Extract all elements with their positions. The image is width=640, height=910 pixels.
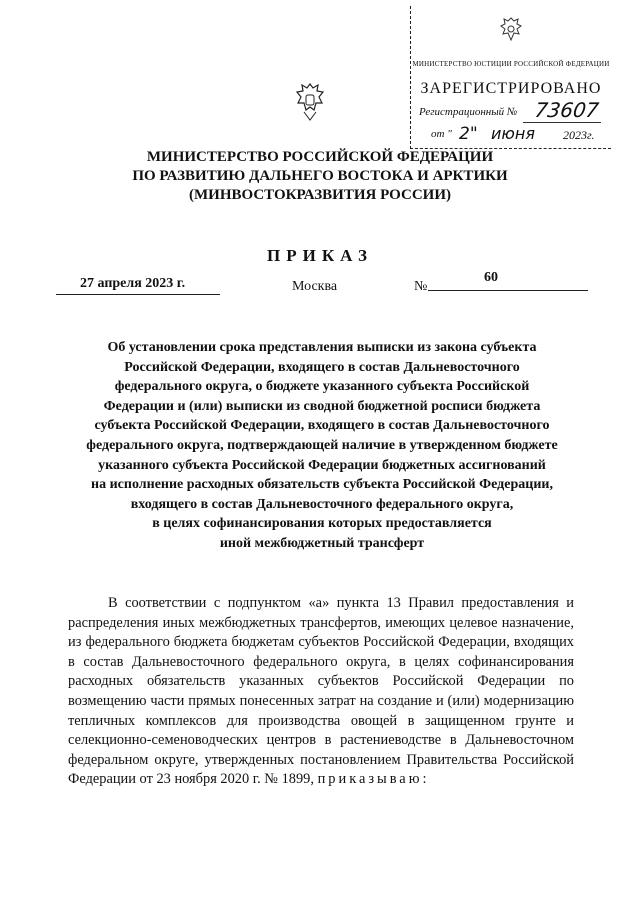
subject-line: указанного субъекта Российской Федерации бюджетных ассигнований: [98, 457, 546, 473]
body-paragraph: [68, 594, 574, 790]
subject-line: субъекта Российской Федерации, входящего в состав Дальневосточного: [94, 418, 550, 434]
stamp-reg-underline: [523, 122, 601, 123]
stamp-reg-number: 73607: [533, 98, 601, 122]
stamp-reg-label: Регистрационный №: [419, 106, 518, 118]
subject-line: на исполнение расходных обязательств субъекта Российской Федерации,: [91, 477, 553, 493]
coat-of-arms-icon: [496, 14, 526, 44]
order-date: 27 апреля 2023 г.: [80, 276, 186, 291]
order-number: 60: [484, 270, 498, 285]
subject-line: Федерации и (или) выписки из сводной бюджетной росписи бюджета: [103, 398, 541, 414]
number-underline: [428, 290, 588, 291]
order-subject: [72, 338, 572, 554]
stamp-ministry-name: МИНИСТЕРСТВО ЮСТИЦИИ РОССИЙСКОЙ ФЕДЕРАЦИИ: [412, 60, 610, 68]
coat-of-arms-icon: [292, 82, 328, 122]
body-text: В соответствии с подпунктом «а» пункта 13 Правил предоставления и распределения иных межбюджетных трансфертов, имеющих целевое назначение, из федерального бюджета бюджетам субъектов Российской Федерации, входящих в состав Дальневосточного федерального округа, в целях софинансирования расходных обязательств указанных субъектов Российской Федерации по возмещению части прямых понесенных затрат на создание и (или) модернизацию тепличных комплексов для производства овощей в защищенном грунте и селекционно-семеноводческих центров в растениеводстве в Дальневосточном федеральном округе, утвержденных постановлением Правительства Российской Федерации от 23 ноября 2020 г. № 1899,: [68, 595, 574, 788]
stamp-registered-label: ЗАРЕГИСТРИРОВАНО: [420, 80, 602, 97]
subject-line: в целях софинансирования которых предоставляется: [152, 516, 492, 532]
order-number-sign: №: [414, 279, 428, 294]
subject-line: федерального округа, о бюджете указанного субъекта Российской: [114, 379, 530, 395]
ministry-line-1: МИНИСТЕРСТВО РОССИЙСКОЙ ФЕДЕРАЦИИ: [146, 149, 494, 165]
body-command: приказываю:: [317, 771, 430, 788]
subject-line: федерального округа, подтверждающей наличие в утвержденном бюджете: [86, 437, 558, 453]
subject-line: иной межбюджетный трансферт: [219, 535, 425, 551]
registration-stamp: [410, 6, 611, 149]
ministry-line-3: (МИНВОСТОКРАЗВИТИЯ РОССИИ): [189, 187, 451, 203]
date-underline: [56, 294, 220, 295]
order-city: Москва: [292, 279, 338, 294]
stamp-date-prefix: от ": [431, 128, 452, 140]
ministry-line-2: ПО РАЗВИТИЮ ДАЛЬНЕГО ВОСТОКА И АРКТИКИ: [132, 168, 508, 184]
subject-line: Об установлении срока представления выписки из закона субъекта: [107, 340, 537, 355]
stamp-date-month: июня: [491, 124, 535, 143]
ministry-name: [60, 148, 580, 205]
stamp-date-day: 2": [459, 124, 478, 144]
stamp-date-year: 2023г.: [563, 128, 595, 142]
subject-line: Российской Федерации, входящего в состав Дальневосточного: [124, 359, 520, 375]
stamp-date-label: [431, 128, 452, 140]
subject-line: входящего в состав Дальневосточного федерального округа,: [130, 496, 514, 512]
document-type: ПРИКАЗ: [267, 246, 373, 265]
